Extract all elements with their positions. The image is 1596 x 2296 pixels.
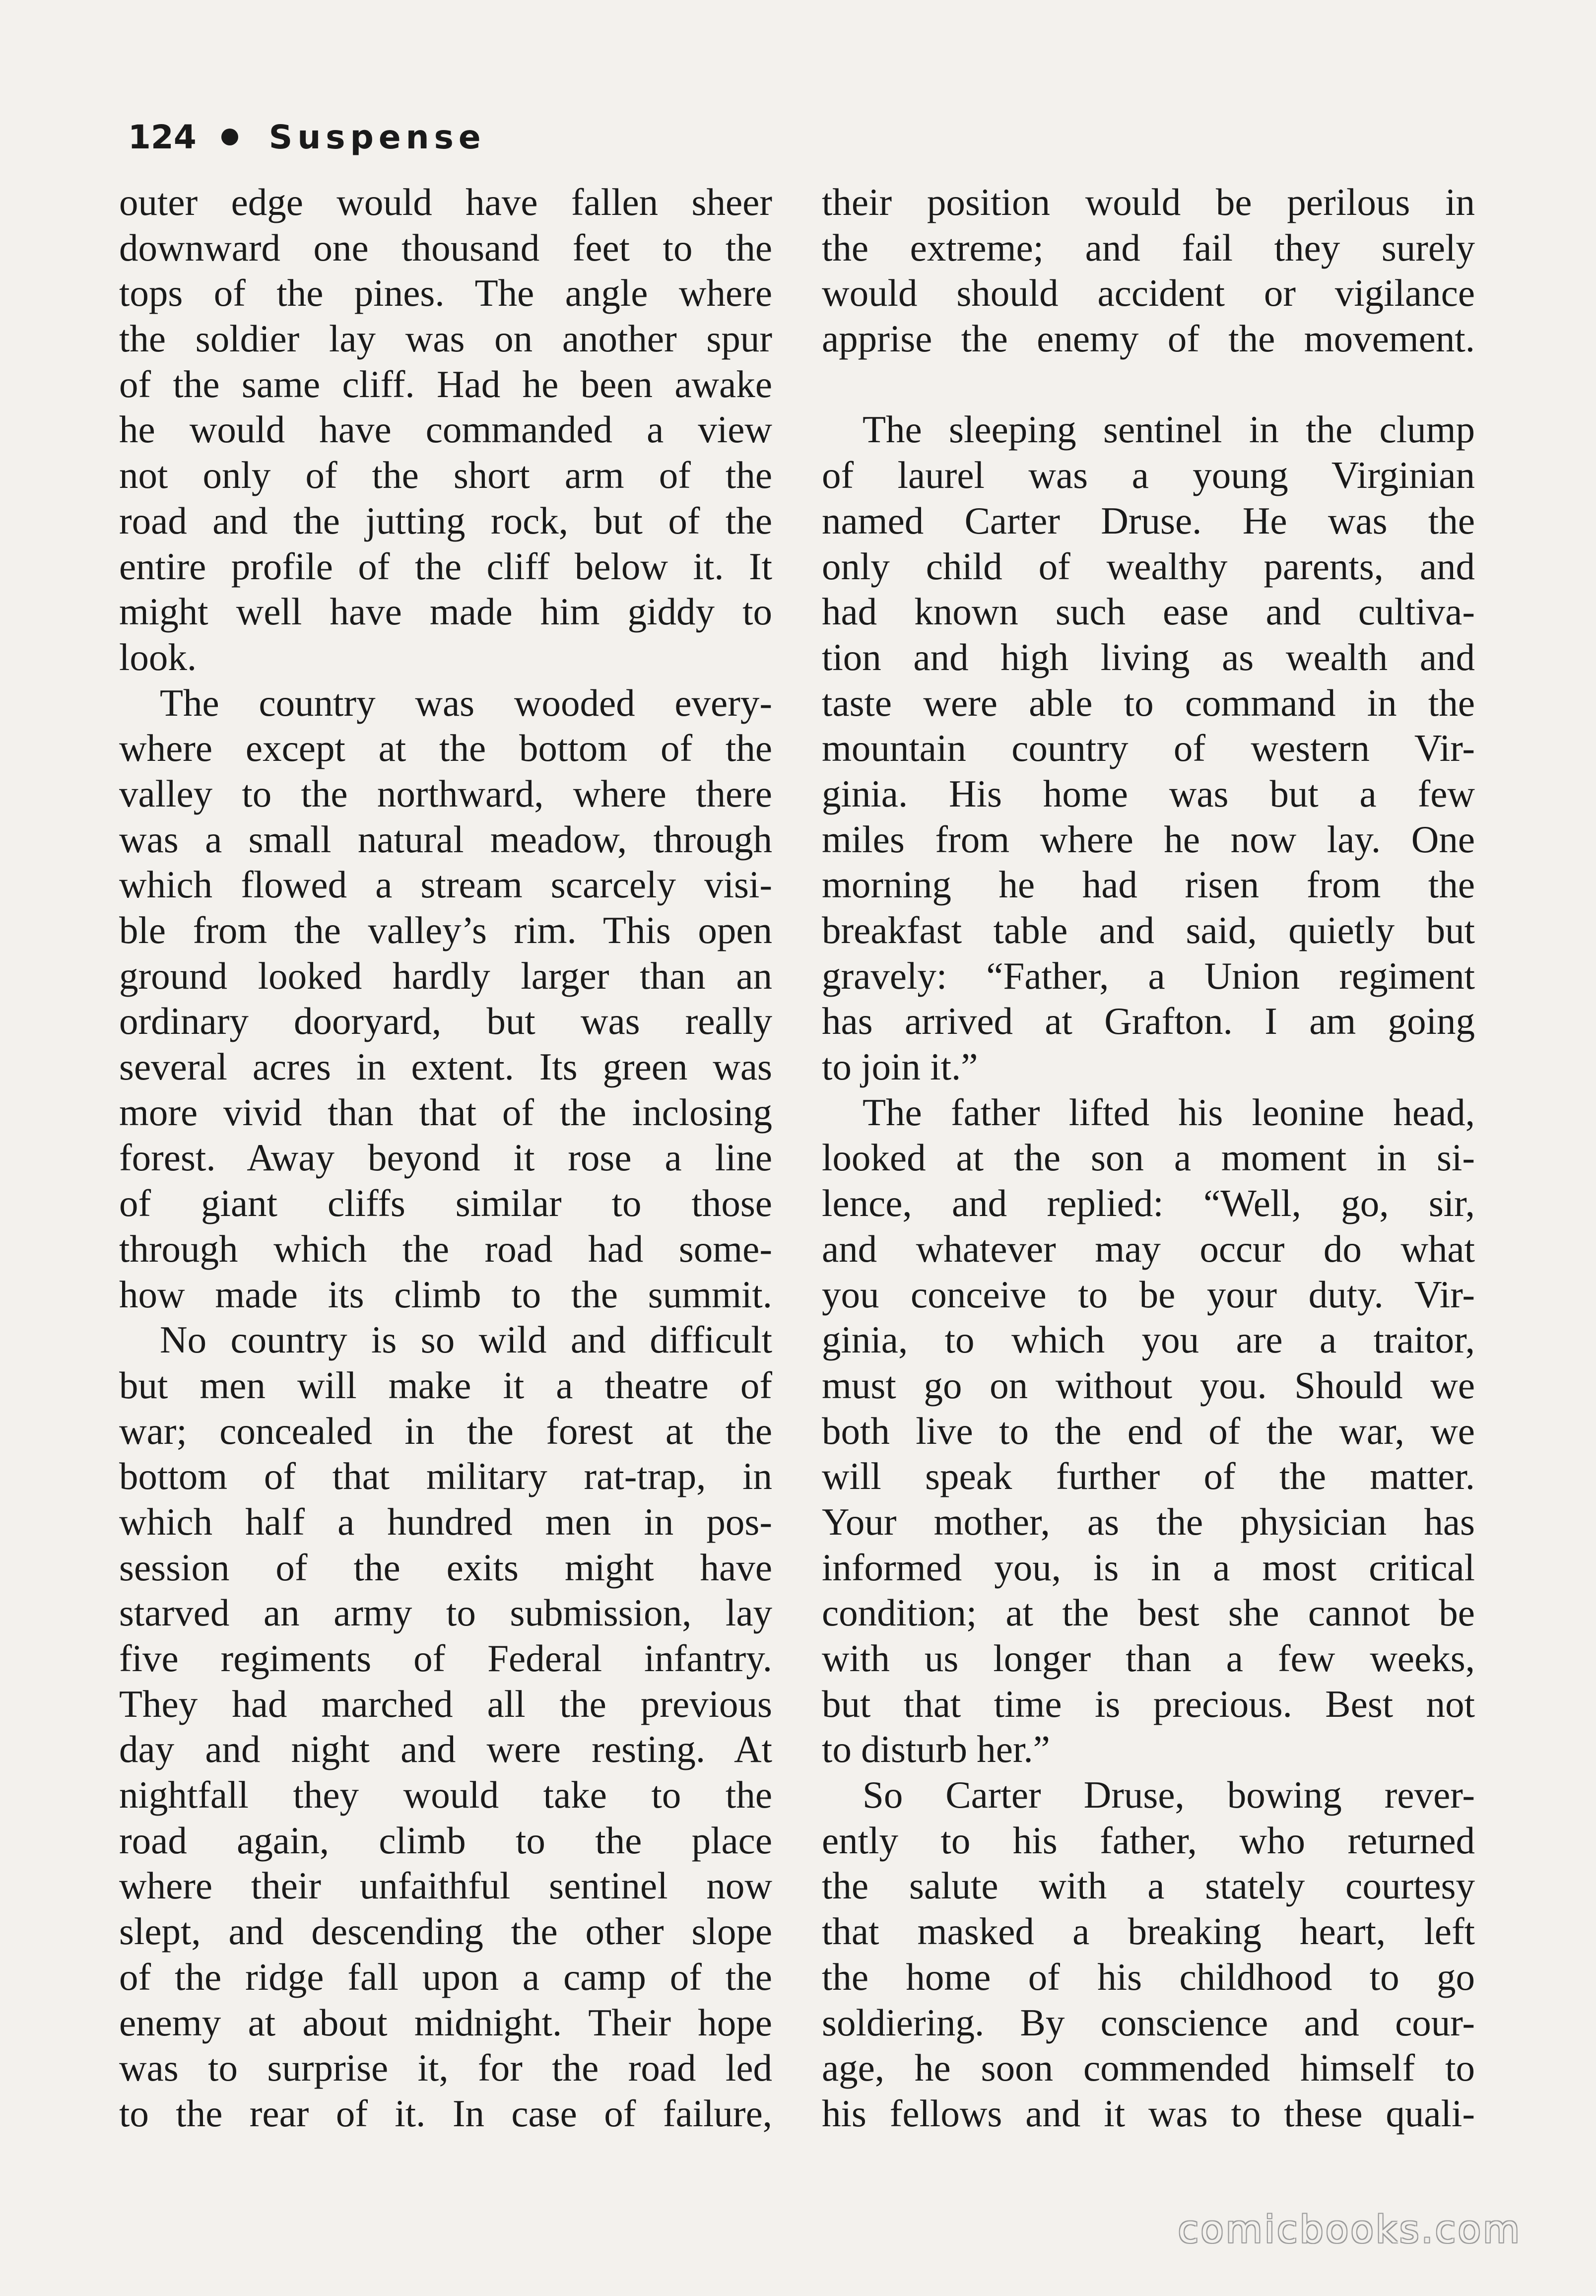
text-line: The country was wooded every- (160, 681, 772, 724)
text-line: both live to the end of the war, we (822, 1409, 1475, 1452)
text-line: look. (119, 635, 197, 678)
text-line: informed you, is in a most critical (822, 1546, 1475, 1589)
text-line: ginia. His home was but a few (822, 772, 1475, 815)
text-line: mountain country of western Vir- (822, 727, 1475, 770)
text-line: you conceive to be your duty. Vir- (822, 1273, 1475, 1316)
text-line: They had marched all the previous (119, 1682, 772, 1725)
text-line (822, 362, 1475, 407)
text-line: to the rear of it. In case of failure, (119, 2092, 772, 2135)
text-line: age, he soon commended himself to (822, 2046, 1475, 2090)
text-line: outer edge would have fallen sheer (119, 181, 772, 223)
text-line: ble from the valley’s rim. This open (119, 909, 772, 951)
magazine-title: Suspense (268, 118, 486, 156)
text-line: to join it.” (822, 1045, 978, 1088)
text-line: not only of the short arm of the (119, 454, 772, 497)
text-line: of giant cliffs similar to those (119, 1182, 772, 1225)
text-line: tops of the pines. The angle where (119, 271, 772, 315)
text-line: road and the jutting rock, but of the (119, 499, 772, 542)
text-line: ground looked hardly larger than an (119, 954, 772, 997)
running-header (128, 113, 486, 161)
text-line: soldiering. By conscience and cour- (822, 2001, 1475, 2044)
text-line: but that time is precious. Best not (822, 1682, 1475, 1725)
text-line: downward one thousand feet to the (119, 226, 772, 269)
text-line: bottom of that military rat-trap, in (119, 1455, 772, 1498)
text-line: enemy at about midnight. Their hope (119, 2001, 772, 2044)
text-line: morning he had risen from the (822, 863, 1475, 906)
text-line: to disturb her.” (822, 1728, 1050, 1771)
text-line: So Carter Druse, bowing rever- (863, 1773, 1475, 1817)
text-line: nightfall they would take to the (119, 1773, 772, 1817)
text-line: gravely: “Father, a Union regiment (822, 954, 1475, 997)
text-line: breakfast table and said, quietly but (822, 909, 1475, 951)
text-line: miles from where he now lay. One (822, 817, 1475, 861)
text-line: of the ridge fall upon a camp of the (119, 1955, 772, 1998)
text-line: would should accident or vigilance (822, 271, 1475, 315)
text-line: several acres in extent. Its green was (119, 1045, 772, 1088)
text-line: will speak further of the matter. (822, 1455, 1475, 1498)
text-line: which half a hundred men in pos- (119, 1500, 772, 1543)
text-line: five regiments of Federal infantry. (119, 1637, 772, 1680)
text-line: apprise the enemy of the movement. (822, 317, 1475, 360)
text-line: looked at the son a moment in si- (822, 1136, 1475, 1179)
text-line: and whatever may occur do what (822, 1227, 1475, 1270)
left-text-column (119, 180, 772, 2137)
text-line: had known such ease and cultiva- (822, 590, 1475, 633)
text-line: might well have made him giddy to (119, 590, 772, 633)
text-line: forest. Away beyond it rose a line (119, 1136, 772, 1179)
page-number: 124 (128, 118, 197, 156)
text-line: condition; at the best she cannot be (822, 1591, 1475, 1634)
text-line: entire profile of the cliff below it. It (119, 544, 772, 588)
text-line: must go on without you. Should we (822, 1363, 1475, 1407)
text-line: but men will make it a theatre of (119, 1363, 772, 1407)
text-line: tion and high living as wealth and (822, 635, 1475, 678)
text-line: was to surprise it, for the road led (119, 2046, 772, 2090)
text-line: where their unfaithful sentinel now (119, 1864, 772, 1907)
text-line: of the same cliff. Had he been awake (119, 362, 772, 405)
text-line: was a small natural meadow, through (119, 817, 772, 861)
text-line: that masked a breaking heart, left (822, 1910, 1475, 1953)
text-line: with us longer than a few weeks, (822, 1637, 1475, 1680)
text-line: which flowed a stream scarcely visi- (119, 863, 772, 906)
text-line: his fellows and it was to these quali- (822, 2092, 1475, 2135)
text-line: Your mother, as the physician has (822, 1500, 1475, 1543)
right-text-column (822, 180, 1475, 2137)
text-line: how made its climb to the summit. (119, 1273, 772, 1316)
text-line: road again, climb to the place (119, 1819, 772, 1862)
text-line: the home of his childhood to go (822, 1955, 1475, 1998)
text-line: the soldier lay was on another spur (119, 317, 772, 360)
text-line: where except at the bottom of the (119, 727, 772, 770)
text-line: only child of wealthy parents, and (822, 544, 1475, 588)
text-line: the salute with a stately courtesy (822, 1864, 1475, 1907)
text-line: their position would be perilous in (822, 181, 1475, 223)
text-line: ordinary dooryard, but was really (119, 1000, 772, 1043)
text-line: the extreme; and fail they surely (822, 226, 1475, 269)
text-line: has arrived at Grafton. I am going (822, 1000, 1475, 1043)
text-line: slept, and descending the other slope (119, 1910, 772, 1953)
text-line: taste were able to command in the (822, 681, 1475, 724)
text-line: lence, and replied: “Well, go, sir, (822, 1182, 1475, 1225)
text-line: through which the road had some- (119, 1227, 772, 1270)
text-line: session of the exits might have (119, 1546, 772, 1589)
text-line: valley to the northward, where there (119, 772, 772, 815)
text-line: The father lifted his leonine head, (863, 1090, 1475, 1134)
text-line: day and night and were resting. At (119, 1728, 772, 1771)
text-line: ginia, to which you are a traitor, (822, 1318, 1475, 1361)
text-line: war; concealed in the forest at the (119, 1409, 772, 1452)
text-line: ently to his father, who returned (822, 1819, 1475, 1862)
bullet-icon (221, 129, 238, 145)
watermark: comicbooks.com (1178, 2207, 1522, 2251)
text-line: No country is so wild and difficult (160, 1318, 772, 1361)
text-line: he would have commanded a view (119, 408, 772, 451)
text-line: The sleeping sentinel in the clump (863, 408, 1475, 451)
text-line: more vivid than that of the inclosing (119, 1090, 772, 1134)
text-line: named Carter Druse. He was the (822, 499, 1475, 542)
text-line: of laurel was a young Virginian (822, 454, 1475, 497)
text-line: starved an army to submission, lay (119, 1591, 772, 1634)
